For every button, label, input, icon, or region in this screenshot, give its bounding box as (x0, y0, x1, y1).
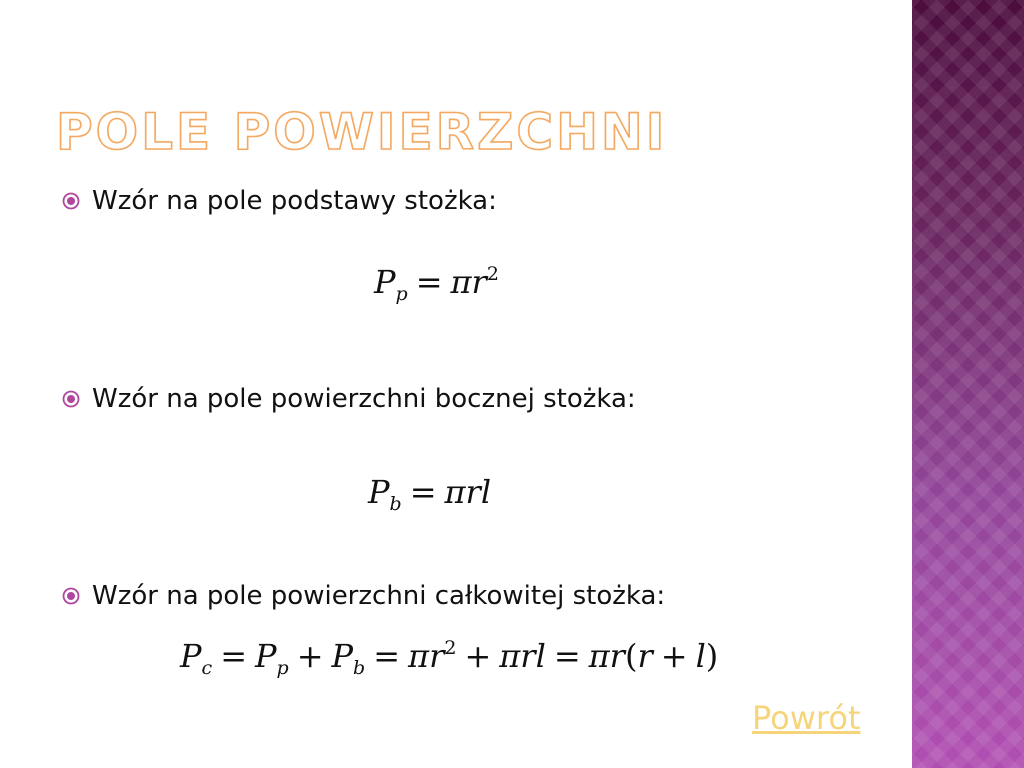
bullet-text: Wzór na pole podstawy stożka: (92, 186, 497, 216)
decorative-side-band (912, 0, 1024, 768)
bullet-item-base-area (62, 181, 892, 221)
circle-bullet-icon (62, 390, 80, 408)
formula-base-area: $P_p = \pi r^2$ (374, 263, 499, 305)
back-link[interactable]: Powrót (752, 699, 861, 737)
bullet-text: Wzór na pole powierzchni całkowitej stożka: (92, 581, 666, 611)
bullet-item-lateral-area (62, 379, 892, 419)
formula-total-area: $P_c = P_p + P_b = \pi r^2 + \pi rl = \pi r(r + l)$ (180, 637, 719, 679)
bullet-text: Wzór na pole powierzchni bocznej stożka: (92, 384, 636, 414)
slide-title: POLE POWIERZCHNI (56, 103, 668, 161)
formula-lateral-area: $P_b = \pi rl$ (368, 473, 492, 515)
bullet-item-total-area (62, 576, 892, 616)
circle-bullet-icon (62, 587, 80, 605)
circle-bullet-icon (62, 192, 80, 210)
